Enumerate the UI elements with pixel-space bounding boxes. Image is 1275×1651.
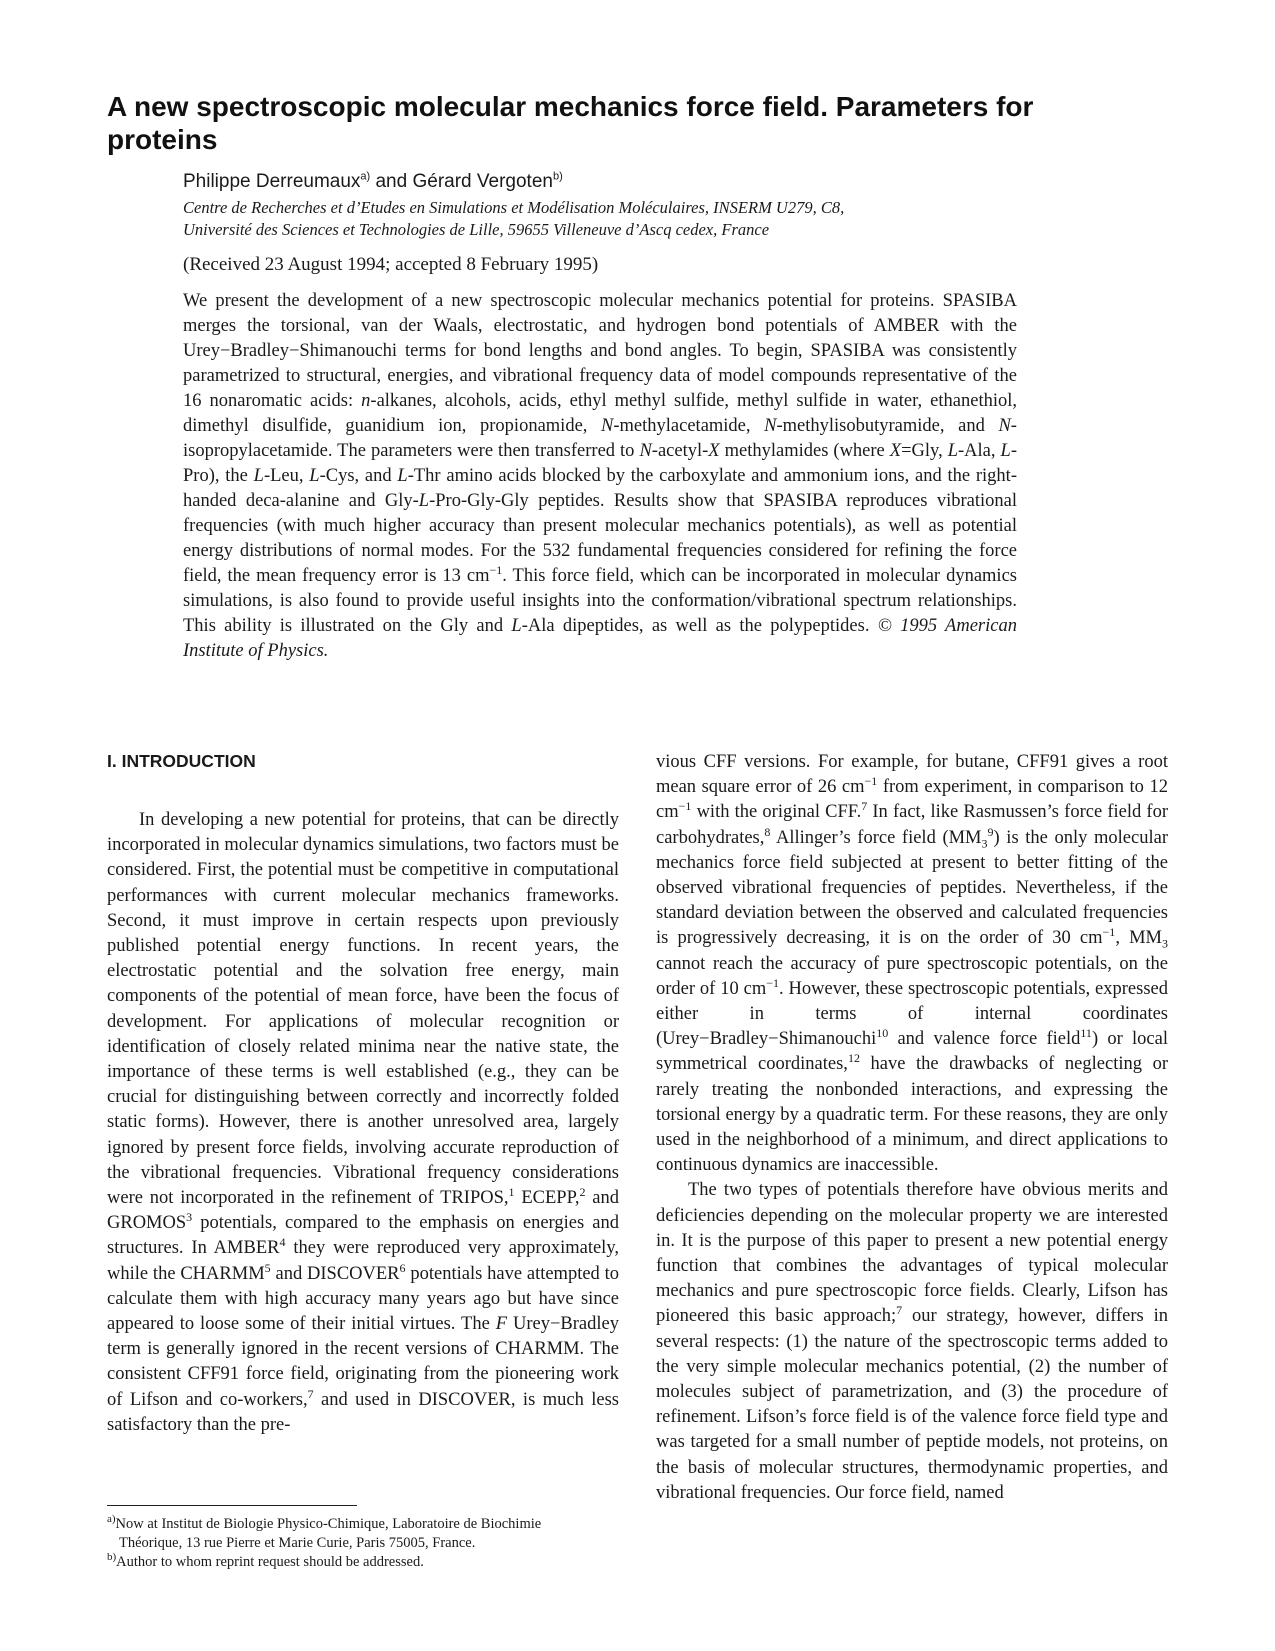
citation-ref: 2 (579, 1184, 586, 1199)
footnotes (107, 1515, 627, 1572)
citation-ref: 12 (847, 1051, 860, 1066)
citation-ref: 7 (307, 1386, 314, 1401)
author-line (183, 170, 563, 194)
citation-ref: 11 (1080, 1026, 1092, 1041)
right-column (656, 750, 1168, 1506)
citation-ref: 3 (186, 1210, 193, 1225)
paper-title: A new spectroscopic molecular mechanics force field. Parameters for proteins (107, 91, 1034, 155)
copyright-notice: © 1995 American Institute of Physics. (183, 616, 1017, 661)
author-name: Philippe Derreumaux (183, 171, 361, 192)
affiliation (183, 197, 1043, 241)
body-paragraph: In developing a new potential for proteins, that can be directly incorporated in molecular dynamics simulations, two factors must be considered. First, the potential must be competitive in computational performances with current molecular mechanics frameworks. Second, it must improve in certain respects upon previously published potential energy functions. In recent years, the electrostatic potential and the solvation free energy, main components of the potential of mean force, have been the focus of development. For applications of molecular recognition or identification of closely related minima near the native state, the importance of these terms is well established (e.g., they can be crucial for distinguishing between correctly and incorrectly folded static forms). However, there is another unresolved area, largely ignored by present force fields, involving accurate reproduction of the vibrational frequencies. Vibrational frequency considerations were not incorporated in the refinement of TRIPOS,$^1$ ECEPP,$^2$ and GROMOS$^3$ potentials, compared to the emphasis on energies and structures. In AMBER$^4$ they were reproduced very approximately, while the CHARMM$^5$ and DISCOVER$^6$ potentials have attempted to calculate them with high accuracy many years ago but have since appeared to loose some of their initial virtues. The F Urey−Bradley term is generally ignored in the recent versions of CHARMM. The consistent CFF91 force field, originating from the pioneering work of Lifson and co-workers,$^7$ and used in DISCOVER, is much less satisfactory than the pre- (107, 810, 620, 1435)
footnote-b: $^{b)}$Author to whom reprint request should be addressed. (107, 1551, 424, 1570)
author-footnote-mark: a) (360, 170, 371, 183)
citation-ref: 7 (896, 1303, 903, 1318)
citation-ref: 10 (876, 1026, 889, 1041)
citation-ref: 8 (764, 824, 771, 839)
affiliation-line: Centre de Recherches et d’Etudes en Simulations et Modélisation Moléculaires, INSERM U279, C8, (183, 198, 845, 217)
body-paragraph: vious CFF versions. For example, for butane, CFF91 gives a root mean square error of 26 $cm^{-1}$ from experiment, in comparison to 12 $cm^{-1}$ with the original CFF.$^7$ In fact, like Rasmussen’s force field for carbohydrates,$^8$ Allinger’s force field $(MM_3^9)$ is the only molecular mechanics force field subjected at present to better fitting of the observed vibrational frequencies of peptides. Nevertheless, if the standard deviation between the observed and calculated frequencies is progressively decreasing, it is on the order of 30 $cm^{-1}$, $MM_3$ cannot reach the accuracy of pure spectroscopic potentials, on the order of 10 $cm^{-1}$. However, these spectroscopic potentials, expressed either in terms of internal coordinates (Urey−Bradley−Shimanouchi$^{10}$ and valence force field$^{11}$) or local symmetrical coordinates,$^{12}$ have the drawbacks of neglecting or rarely treating the nonbonded interactions, and expressing the torsional energy by a quadratic term. For these reasons, they are only used in the neighborhood of a minimum, and direct applications to continuous dynamics are inaccessible. (656, 752, 1169, 1176)
section-heading-introduction: I. INTRODUCTION (107, 751, 256, 771)
citation-ref: 6 (399, 1260, 406, 1275)
citation-ref: 9 (987, 824, 994, 839)
citation-ref: 7 (861, 799, 868, 814)
author-name: Gérard Vergoten (412, 171, 553, 192)
left-column (107, 808, 619, 1438)
footnote-a: $^{a)}$Now at Institut de Biologie Physico-Chimique, Laboratoire de Biochimie Théorique, 13 rue Pierre et Marie Curie, Paris 75005, France. (107, 1513, 542, 1551)
footnote-divider (107, 1505, 357, 1506)
citation-ref: 1 (508, 1184, 515, 1199)
body-paragraph: The two types of potentials therefore have obvious merits and deficiencies depending on the molecular property we are interested in. It is the purpose of this paper to present a new potential energy function that combines the advantages of typical molecular mechanics and pure spectroscopic force fields. Clearly, Lifson has pioneered this basic approach;$^7$ our strategy, however, differs in several respects: (1) the nature of the spectroscopic terms added to the very simple molecular mechanics potential, (2) the number of molecules subject of parametrization, and (3) the procedure of refinement. Lifson’s force field is of the valence force field type and was targeted for a small number of peptide models, not proteins, on the basis of molecular structures, thermodynamic properties, and vibrational frequencies. Our force field, named (656, 1180, 1169, 1503)
citation-ref: 5 (264, 1260, 271, 1275)
citation-ref: 4 (279, 1235, 286, 1250)
received-dates: (Received 23 August 1994; accepted 8 February 1995) (183, 254, 599, 275)
abstract: We present the development of a new spectroscopic molecular mechanics potential for proteins. SPASIBA merges the torsional, van der Waals, electrostatic, and hydrogen bond potentials of AMBER with the Urey−Bradley−Shimanouchi terms for bond lengths and bond angles. To begin, SPASIBA was consistently parametrized to structural, energies, and vibrational frequency data of model compounds representative of the 16 nonaromatic acids: n-alkanes, alcohols, acids, ethyl methyl sulfide, methyl sulfide in water, ethanethiol, dimethyl disulfide, guanidium ion, propionamide, N-methylacetamide, N-methylisobutyramide, and N-isopropylacetamide. The parameters were then transferred to N-acetyl-X methylamides (where X=Gly, L-Ala, L-Pro), the L-Leu, L-Cys, and L-Thr amino acids blocked by the carboxylate and ammonium ions, and the right-handed deca-alanine and Gly-L-Pro-Gly-Gly peptides. Results show that SPASIBA reproduces vibrational frequencies (with much higher accuracy than present molecular mechanics potentials), as well as potential energy distributions of normal modes. For the 532 fundamental frequencies considered for refining the force field, the mean frequency error is 13 $cm^{-1}$. This force field, which can be incorporated in molecular dynamics simulations, is also found to provide useful insights into the conformation/vibrational spectrum relationships. This ability is illustrated on the Gly and L-Ala dipeptides, as well as the polypeptides. © 1995 American Institute of Physics. (183, 291, 1017, 661)
author-footnote-mark: b) (552, 170, 563, 183)
affiliation-line: Université des Sciences et Technologies de Lille, 59655 Villeneuve d’Ascq cedex, France (183, 220, 770, 239)
author-conjunction: and (370, 171, 413, 192)
